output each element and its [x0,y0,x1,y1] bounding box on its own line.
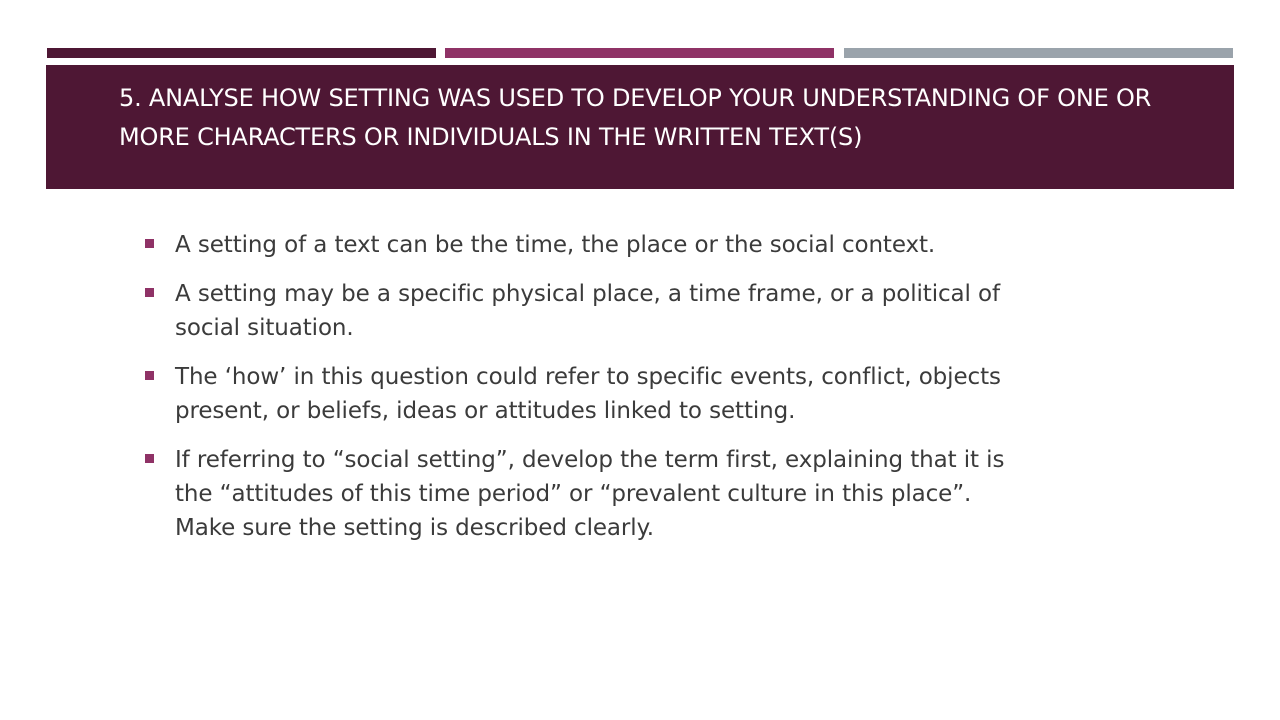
square-bullet-icon [145,239,154,248]
bullet-text: If referring to “social setting”, develop the term first, explaining that it is the “attitudes of this time period” or “prevalent culture in this place”. Make sure the setting is described clearly. [175,447,1005,541]
square-bullet-icon [145,371,154,380]
square-bullet-icon [145,454,154,463]
bullet-item [145,443,1025,545]
accent-strip-magenta [445,48,834,58]
bullet-text: A setting may be a specific physical place, a time frame, or a political of social situation. [175,281,1001,341]
title-bar [46,65,1234,189]
bullet-item [145,228,1025,262]
bullet-text: The ‘how’ in this question could refer to specific events, conflict, objects present, or beliefs, ideas or attitudes linked to setting. [175,364,1001,424]
accent-strip-dark [47,48,436,58]
square-bullet-icon [145,288,154,297]
bullet-item [145,277,1025,345]
accent-strip-gray [844,48,1233,58]
bullet-list [145,228,1025,560]
bullet-text: A setting of a text can be the time, the place or the social context. [175,232,936,258]
slide-title: 5. ANALYSE HOW SETTING WAS USED TO DEVELOP YOUR UNDERSTANDING OF ONE OR MORE CHARACTERS OR INDIVIDUALS IN THE WRITTEN TEXT(S) [119,84,1152,151]
bullet-item [145,360,1025,428]
